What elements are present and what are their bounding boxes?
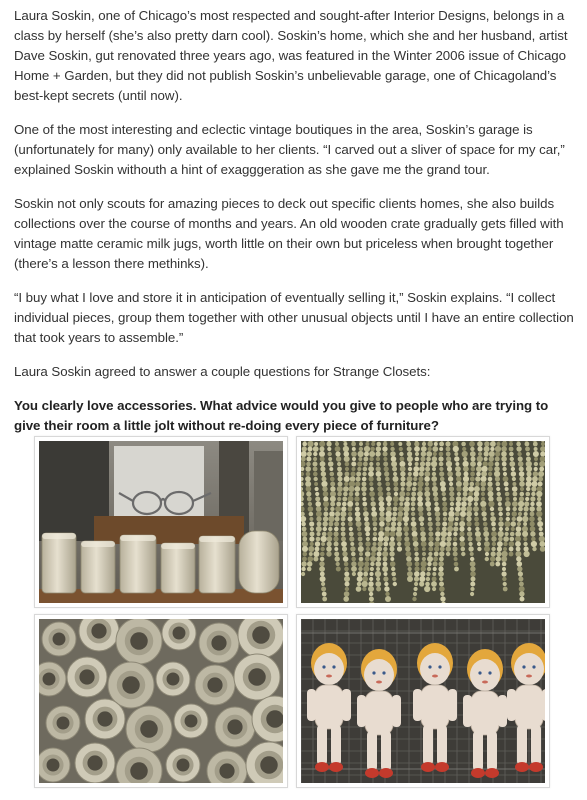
photo-hanging-beads[interactable] — [296, 436, 550, 608]
article-body — [14, 6, 578, 450]
paragraph-intro: Laura Soskin, one of Chicago’s most respected and sought-after Interior Designs, belongs in a class by herself (she’s also pretty darn cool). Soskin’s home, which she and her husband, artist Dave Soskin, gut renovated three years ago, was featured in the Winter 2006 issue of Chicago Home + Garden, but they did not publish Soskin’s unbelievable garage, one of Chicagoland’s best-kept secrets (until now). — [14, 8, 568, 103]
photo-ceramic-insulators[interactable] — [34, 614, 288, 788]
paragraph-collections: Soskin not only scouts for amazing pieces to deck out specific clients homes, she also builds collections over the course of months and years. An old wooden crate gradually gets filled with vintage matte ceramic milk jugs, worth little on their own but priceless when brought together (there’s a lesson there methinks). — [14, 196, 564, 271]
vintage-dolls-image — [301, 619, 545, 783]
milk-jugs-image — [39, 441, 283, 603]
ceramic-insulators-image — [39, 619, 283, 783]
photo-milk-jugs[interactable] — [34, 436, 288, 608]
hanging-beads-image — [301, 441, 545, 603]
photo-vintage-dolls[interactable] — [296, 614, 550, 788]
paragraph-interview-intro: Laura Soskin agreed to answer a couple questions for Strange Closets: — [14, 364, 431, 379]
paragraph-quote: “I buy what I love and store it in anticipation of eventually selling it,” Soskin explains. “I collect individual pieces, group them together with other unusual objects until I have an entire collection that took years to assemble.” — [14, 290, 574, 345]
interview-question: You clearly love accessories. What advice would you give to people who are trying to give their room a little jolt without re-doing every piece of furniture? — [14, 398, 549, 433]
paragraph-garage: One of the most interesting and eclectic vintage boutiques in the area, Soskin’s garage is (unfortunately for many) only available to her clients. “I carved out a sliver of space for my car,” explained Soskin withouth a hint of exagggeration as she gave me the grand tour. — [14, 122, 565, 177]
photo-grid — [34, 436, 548, 788]
